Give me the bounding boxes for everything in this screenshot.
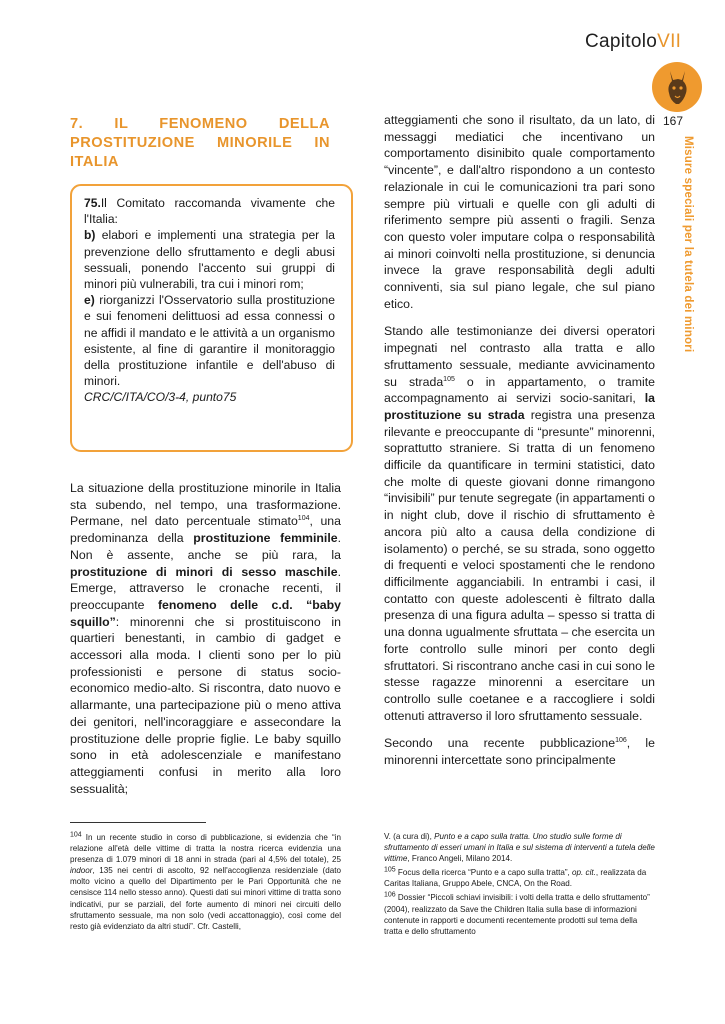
body-text: , una predominanza della [70, 514, 341, 546]
page-number: 167 [663, 114, 684, 128]
section-title [70, 115, 330, 172]
recommendation-text [84, 195, 335, 406]
footnote-italic: op. cit. [572, 868, 596, 878]
footnote-text: Focus della ricerca “Punto e a capo sulla tratta”, [395, 868, 573, 878]
footnote-text: , realizzata da Caritas Italiana, Gruppo Abele, CNCA, On the Road. [384, 868, 647, 889]
right-column-body [384, 112, 655, 780]
bold-text: prostituzione di minori di sesso maschile [70, 564, 338, 579]
footnote-divider [70, 822, 206, 823]
paragraph [384, 323, 655, 724]
footnote-ref-105[interactable]: 105 [443, 375, 455, 383]
footnote-text: , Franco Angeli, Milano 2014. [407, 854, 513, 864]
footnote-number: 105 [384, 866, 396, 874]
body-text: . Emerge, attraverso le cronache recenti, il preoccupante [70, 564, 341, 612]
item-e-label: e) [84, 293, 95, 308]
footnote-text: , 135 nei centri di ascolto, 92 nell'accoglienza residenziale (dato molto vicino a quello del Dipartimento per le Pari Opportunità che ne censisce 114 nello stesso anno). Questi dati sui minori vittime di tratta sono indicativi, pur se parziali, del forte aumento di minori nei circuiti dello sfruttamento sessuale, ma non solo (vedi accattonaggio), così come del resto già evidenziato da altri studi”. Cfr. Castelli, [70, 866, 341, 931]
paragraph [384, 735, 655, 768]
chapter-number: VII [657, 31, 682, 52]
body-text: Stando alle testimonianze dei diversi operatori impegnati nel contrasto alla tratta e allo sfruttamento sessuale, mediante avvicinamento su strada [384, 324, 655, 389]
body-text: registra una presenza rilevante e preoccupante di “presunte” minorenni, soprattutto straniere. Si tratta di un fenomeno difficile da quantificare in termini statistici, dato che molte di queste giovani donne rimangono “invisibili” pur tenute segregate (in appartamenti o in night club, dove il rischio di sfruttamento è ancora più alto a causa della condizione di isolamento) o perché, se su strada, sono oggetto di frequenti e veloci spostamenti che le rendono difficilmente agganciabili. In entrambi i casi, il contatto con queste adolescenti è filtrato dalla presenza di una figura adulta – spesso si tratta di una donna ugualmente sfruttata – che esercita un forte controllo sulle minori per conto degli sfruttatori. Si riscontrano anche casi in cui sono le stesse ragazze minorenni a esercitare un controllo sulle coetanee e a raccogliere i soldi ottenuti attraverso il loro sfruttamento sessuale. [384, 407, 655, 723]
footnote-ref-106[interactable]: 106 [615, 737, 627, 745]
recommendation-intro: Il Comitato raccomanda vivamente che l'Italia: [84, 196, 335, 227]
item-e-text: riorganizzi l'Osservatorio sulla prostituzione e sui fenomeni delittuosi ad essa connessi o ne affidi il mandato e le attività a un organismo esistente, al fine di garantire il monitoraggio della prostituzione infantile e dell'abuso di minori. [84, 293, 335, 389]
bold-text: la prostituzione su strada [384, 391, 655, 422]
footnote-106 [384, 892, 656, 936]
footnote-text: In un recente studio in corso di pubblicazione, si evidenzia che “in relazione all'età delle vittime di tratta la nostra ricerca evidenzia una presenza di 1.079 minori di 18 anni in strada (pari al 4,5% del totale), 25 [70, 833, 341, 865]
item-b-text: elabori e implementi una strategia per la prevenzione dello sfruttamento e degli abusi sessuali, ponendo l'accento sui gruppi di minori più vulnerabili, tra cui i minori rom; [84, 228, 335, 292]
body-text: La situazione della prostituzione minorile in Italia sta subendo, nel tempo, una trasformazione. Permane, nel dato percentuale stimato [70, 481, 341, 529]
footnote-continuation [384, 831, 656, 864]
left-column-body [70, 480, 341, 797]
footnote-104 [70, 832, 341, 932]
paragraph: atteggiamenti che sono il risultato, da un lato, di messaggi mediatici che incentivano un comportamento disinibito quale comportamento “vincente”, e dall'altro rispondono a un contesto relazionale in cui le comunicazioni tra pari sono sempre più virtuali e quelle con gli adulti di riferimento sempre più assenti o fragili. Senza con questo voler imputare colpa o responsabilità ai minori coinvolti nella prostituzione, si denuncia invece la grave responsabilità degli adulti conniventi, sia sul piano legale, che sul piano etico. [384, 113, 655, 311]
chapter-header [585, 31, 681, 53]
footnote-italic: Punto e a capo sulla tratta. Uno studio sulle forme di sfruttamento di esseri umani in Italia e sul sistema di interventi a tutela delle vittime [384, 832, 655, 864]
footnote-text: Dossier “Piccoli schiavi invisibili: i volti della tratta e dello sfruttamento” (2004), realizzato da Save the Children Italia sulla base di informazioni contenute in rapporti e documenti recentemente prodotti sul tema della tratta e dello sfruttamento [384, 893, 650, 936]
section-title-line: PROSTITUZIONE MINORILE IN [70, 135, 330, 151]
footnote-105 [384, 867, 656, 889]
body-text: , le minorenni intercettate sono principalmente [384, 736, 655, 768]
footnote-italic: indoor [70, 866, 93, 876]
item-b-label: b) [84, 228, 96, 243]
recommendation-reference: CRC/C/ITA/CO/3-4, punto75 [84, 390, 237, 405]
footnote-number: 106 [384, 891, 396, 899]
section-title-line: ITALIA [70, 154, 119, 170]
footnote-text: V. (a cura di), [384, 832, 435, 841]
side-running-title: Misure speciali per la tutela dei minori [682, 136, 694, 353]
animal-logo-icon [652, 62, 702, 112]
body-text: o in appartamento, o tramite accompagnamento ai servizi socio-sanitari, [384, 374, 655, 406]
bold-text: prostituzione femminile [193, 531, 338, 546]
recommendation-number: 75. [84, 196, 101, 210]
footnotes-right [384, 831, 656, 940]
body-text: : minorenni che si prostituiscono in quartieri benestanti, in cambio di gadget e accessori alla moda. I clienti sono per lo più professionisti e persone di status socio-economico medio-alto. Si riscontra, dato nuovo e allarmante, una partecipazione più o meno attiva dei genitori, nell'incoraggiare e assecondare la prostituzione delle proprie figlie. Le baby squillo sono in età adolescenziale e manifestano atteggiamenti confusi in merito alla loro sessualità; [70, 614, 341, 796]
bold-text: fenomeno delle c.d. “baby squillo” [70, 597, 341, 629]
section-title-line: 7. IL FENOMENO DELLA [70, 116, 330, 132]
body-text: Secondo una recente pubblicazione [384, 736, 616, 751]
footnote-ref-104[interactable]: 104 [297, 515, 310, 523]
footnote-number: 104 [70, 831, 82, 839]
chapter-word: Capitolo [585, 31, 658, 52]
body-text: . Non è assente, anche se più rara, la [70, 531, 341, 562]
